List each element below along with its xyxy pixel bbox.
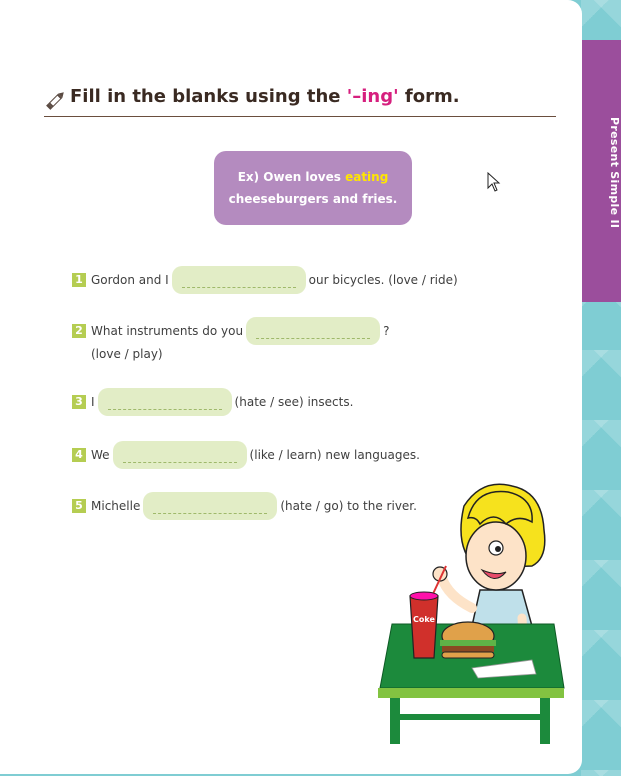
item-text-after: (hate / see) insects. bbox=[234, 395, 354, 409]
item-number: 4 bbox=[72, 448, 86, 462]
instruction-suffix: form. bbox=[398, 86, 460, 107]
boy-eating-illustration bbox=[372, 478, 568, 748]
example-highlight: eating bbox=[345, 170, 389, 184]
item-number: 1 bbox=[72, 273, 86, 287]
item-text-before: What instruments do you bbox=[91, 324, 244, 338]
answer-blank-3[interactable] bbox=[98, 388, 232, 416]
exercise-item-1 bbox=[72, 266, 458, 294]
exercise-item-2 bbox=[72, 317, 389, 361]
instruction-title bbox=[70, 86, 460, 107]
item-number: 2 bbox=[72, 324, 86, 338]
item-text-before: We bbox=[91, 448, 110, 462]
item-text-after: (like / learn) new languages. bbox=[249, 448, 420, 462]
item-text-after: ? bbox=[383, 324, 390, 338]
chapter-tab[interactable] bbox=[582, 40, 621, 302]
example-box bbox=[214, 151, 412, 225]
cup-label: Coke bbox=[413, 615, 435, 624]
item-text-after: (hate / go) to the river. bbox=[280, 499, 417, 513]
answer-blank-4[interactable] bbox=[113, 441, 247, 469]
instruction-header bbox=[44, 82, 556, 117]
exercise-item-5 bbox=[72, 492, 417, 520]
answer-blank-2[interactable] bbox=[246, 317, 380, 345]
exercise-item-3 bbox=[72, 388, 353, 416]
example-line1-prefix: Ex) Owen loves bbox=[237, 170, 346, 184]
example-line2: cheeseburgers and fries. bbox=[228, 192, 398, 206]
item-text-before: Michelle bbox=[91, 499, 141, 513]
item-number: 5 bbox=[72, 499, 86, 513]
item-hint: (love / play) bbox=[91, 347, 163, 361]
exercise-item-4 bbox=[72, 441, 420, 469]
item-text-before: I bbox=[91, 395, 95, 409]
item-text-before: Gordon and I bbox=[91, 273, 169, 287]
item-number: 3 bbox=[72, 395, 86, 409]
answer-blank-1[interactable] bbox=[172, 266, 306, 294]
item-text-after: our bicycles. (love / ride) bbox=[308, 273, 458, 287]
answer-blank-5[interactable] bbox=[143, 492, 277, 520]
chapter-tab-label: Present Simple II bbox=[608, 116, 621, 229]
mouse-cursor-icon bbox=[487, 172, 501, 192]
pencil-icon bbox=[44, 88, 68, 112]
instruction-prefix: Fill in the blanks using the bbox=[70, 86, 347, 107]
instruction-highlight: '–ing' bbox=[346, 86, 399, 107]
